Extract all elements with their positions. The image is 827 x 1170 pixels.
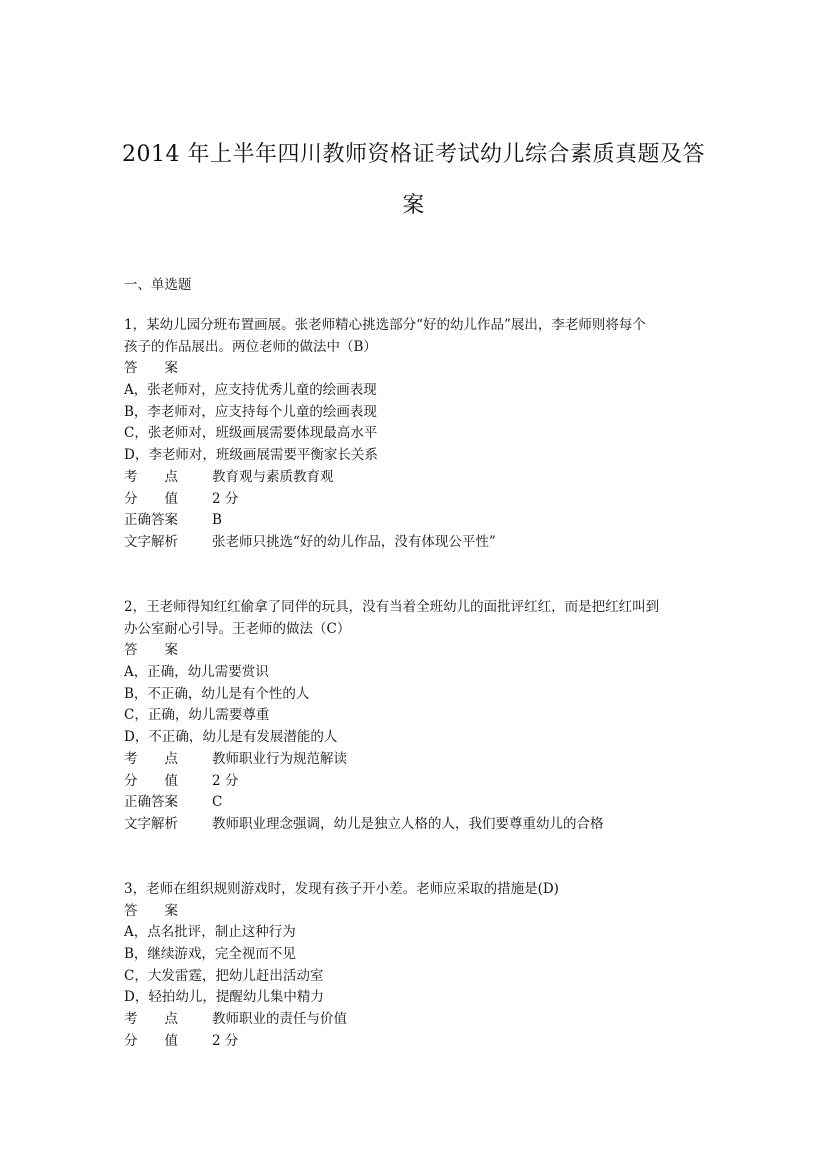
point-label: 考 点	[124, 1011, 178, 1028]
option-d: D，轻拍幼儿，提醒幼儿集中精力	[124, 989, 324, 1006]
answer-label: 答 案	[124, 642, 178, 659]
option-b: B，不正确，幼儿是有个性的人	[124, 685, 310, 702]
point-label: 考 点	[124, 468, 178, 485]
option-a: A，张老师对，应支持优秀儿童的绘画表现	[124, 382, 377, 399]
score-value: 2 分	[212, 490, 239, 507]
point-value: 教育观与素质教育观	[212, 468, 334, 485]
option-a: A，正确，幼儿需要赏识	[124, 664, 269, 681]
analysis-label: 文字解析	[124, 533, 178, 550]
score-value: 2 分	[212, 772, 239, 789]
analysis-row	[124, 814, 714, 836]
point-value: 教师职业行为规范解读	[212, 750, 347, 767]
option-d: D，李老师对，班级画展需要平衡家长关系	[124, 447, 378, 464]
option-b: B，继续游戏，完全视而不见	[124, 946, 296, 963]
correct-label: 正确答案	[124, 794, 178, 811]
option-c: C，正确，幼儿需要尊重	[124, 707, 270, 724]
question-stem: 孩子的作品展出。两位老师的做法中（B）	[124, 338, 377, 355]
correct-label: 正确答案	[124, 512, 178, 529]
question-1	[124, 315, 714, 554]
analysis-value: 教师职业理念强调，幼儿是独立人格的人，我们要尊重幼儿的合格	[212, 815, 604, 832]
score-row	[124, 1031, 714, 1053]
option-c: C，张老师对，班级画展需要体现最高水平	[124, 425, 378, 442]
option-d: D，不正确，幼儿是有发展潜能的人	[124, 729, 338, 746]
point-row	[124, 749, 714, 771]
option-a: A，点名批评，制止这种行为	[124, 924, 296, 941]
score-row	[124, 489, 714, 511]
correct-value: C	[212, 794, 223, 811]
question-stem: 3，老师在组织规则游戏时，发现有孩子开小差。老师应采取的措施是(D)	[124, 881, 559, 897]
point-row	[124, 1009, 714, 1031]
score-row	[124, 771, 714, 793]
answer-label: 答 案	[124, 360, 178, 377]
analysis-label: 文字解析	[124, 815, 178, 832]
option-c: C，大发雷霆，把幼儿赶出活动室	[124, 967, 324, 984]
question-stem: 2，王老师得知红红偷拿了同伴的玩具，没有当着全班幼儿的面批评红红，而是把红红叫到	[124, 599, 660, 615]
document-title-line2: 案	[402, 193, 425, 218]
question-2	[124, 597, 714, 836]
score-value: 2 分	[212, 1032, 239, 1049]
score-label: 分 值	[124, 1032, 178, 1049]
option-b: B，李老师对，应支持每个儿童的绘画表现	[124, 403, 377, 420]
analysis-row	[124, 532, 714, 554]
question-stem: 1，某幼儿园分班布置画展。张老师精心挑选部分“好的幼儿作品”展出，李老师则将每个	[124, 317, 646, 333]
point-row	[124, 467, 714, 489]
question-stem: 办公室耐心引导。王老师的做法（C）	[124, 620, 351, 637]
correct-row	[124, 510, 714, 532]
document-title-line1: 2014 年上半年四川教师资格证考试幼儿综合素质真题及答	[122, 142, 705, 167]
question-3	[124, 879, 714, 1053]
analysis-value: 张老师只挑选“好的幼儿作品，没有体现公平性”	[212, 533, 496, 550]
score-label: 分 值	[124, 772, 178, 789]
section-heading: 一、单选题	[124, 277, 192, 293]
score-label: 分 值	[124, 490, 178, 507]
point-value: 教师职业的责任与价值	[212, 1011, 347, 1028]
answer-label: 答 案	[124, 902, 178, 919]
correct-value: B	[212, 512, 222, 529]
point-label: 考 点	[124, 750, 178, 767]
correct-row	[124, 792, 714, 814]
